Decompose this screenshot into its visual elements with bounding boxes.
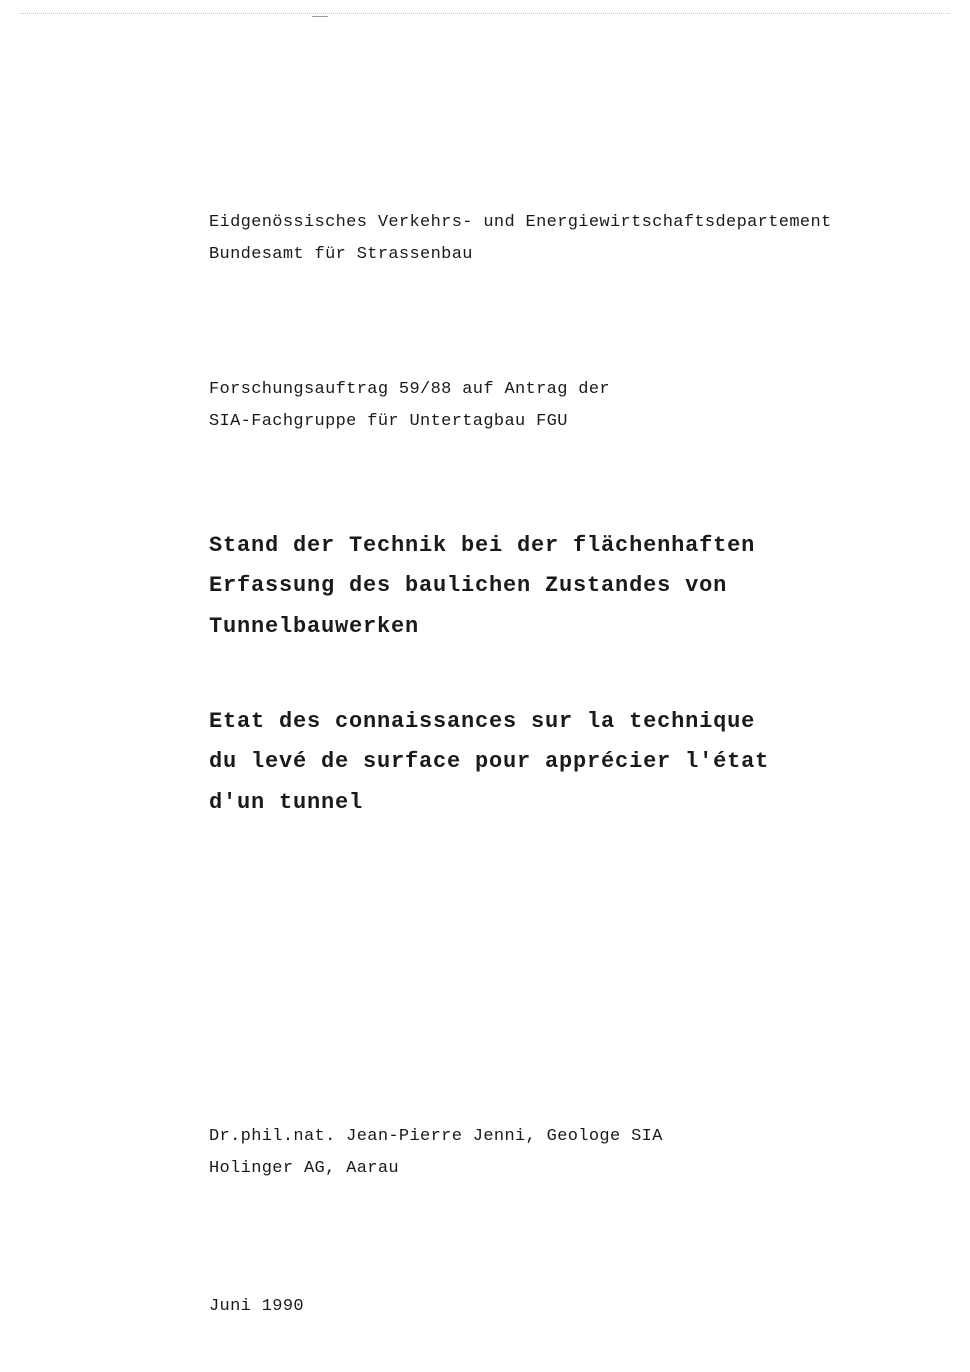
title-fr-line-2: du levé de surface pour apprécier l'état bbox=[209, 749, 770, 774]
publication-date: Juni 1990 bbox=[209, 1297, 304, 1316]
commissioning-group: SIA-Fachgruppe für Untertagbau FGU bbox=[209, 412, 568, 431]
title-de-line-3: Tunnelbauwerken bbox=[209, 614, 420, 639]
author-name: Dr.phil.nat. Jean-Pierre Jenni, Geologe SIA bbox=[209, 1127, 663, 1146]
department-name: Eidgenössisches Verkehrs- und Energiewirtschaftsdepartement bbox=[209, 213, 832, 232]
author-affiliation: Holinger AG, Aarau bbox=[209, 1159, 399, 1178]
title-de-line-2: Erfassung des baulichen Zustandes von bbox=[209, 573, 728, 598]
office-name: Bundesamt für Strassenbau bbox=[209, 245, 473, 264]
scan-mark bbox=[312, 16, 328, 17]
research-contract: Forschungsauftrag 59/88 auf Antrag der bbox=[209, 380, 610, 399]
title-de-line-1: Stand der Technik bei der flächenhaften bbox=[209, 533, 756, 558]
title-fr-line-1: Etat des connaissances sur la technique bbox=[209, 709, 756, 734]
scan-edge-line bbox=[20, 13, 950, 14]
title-fr-line-3: d'un tunnel bbox=[209, 790, 364, 815]
